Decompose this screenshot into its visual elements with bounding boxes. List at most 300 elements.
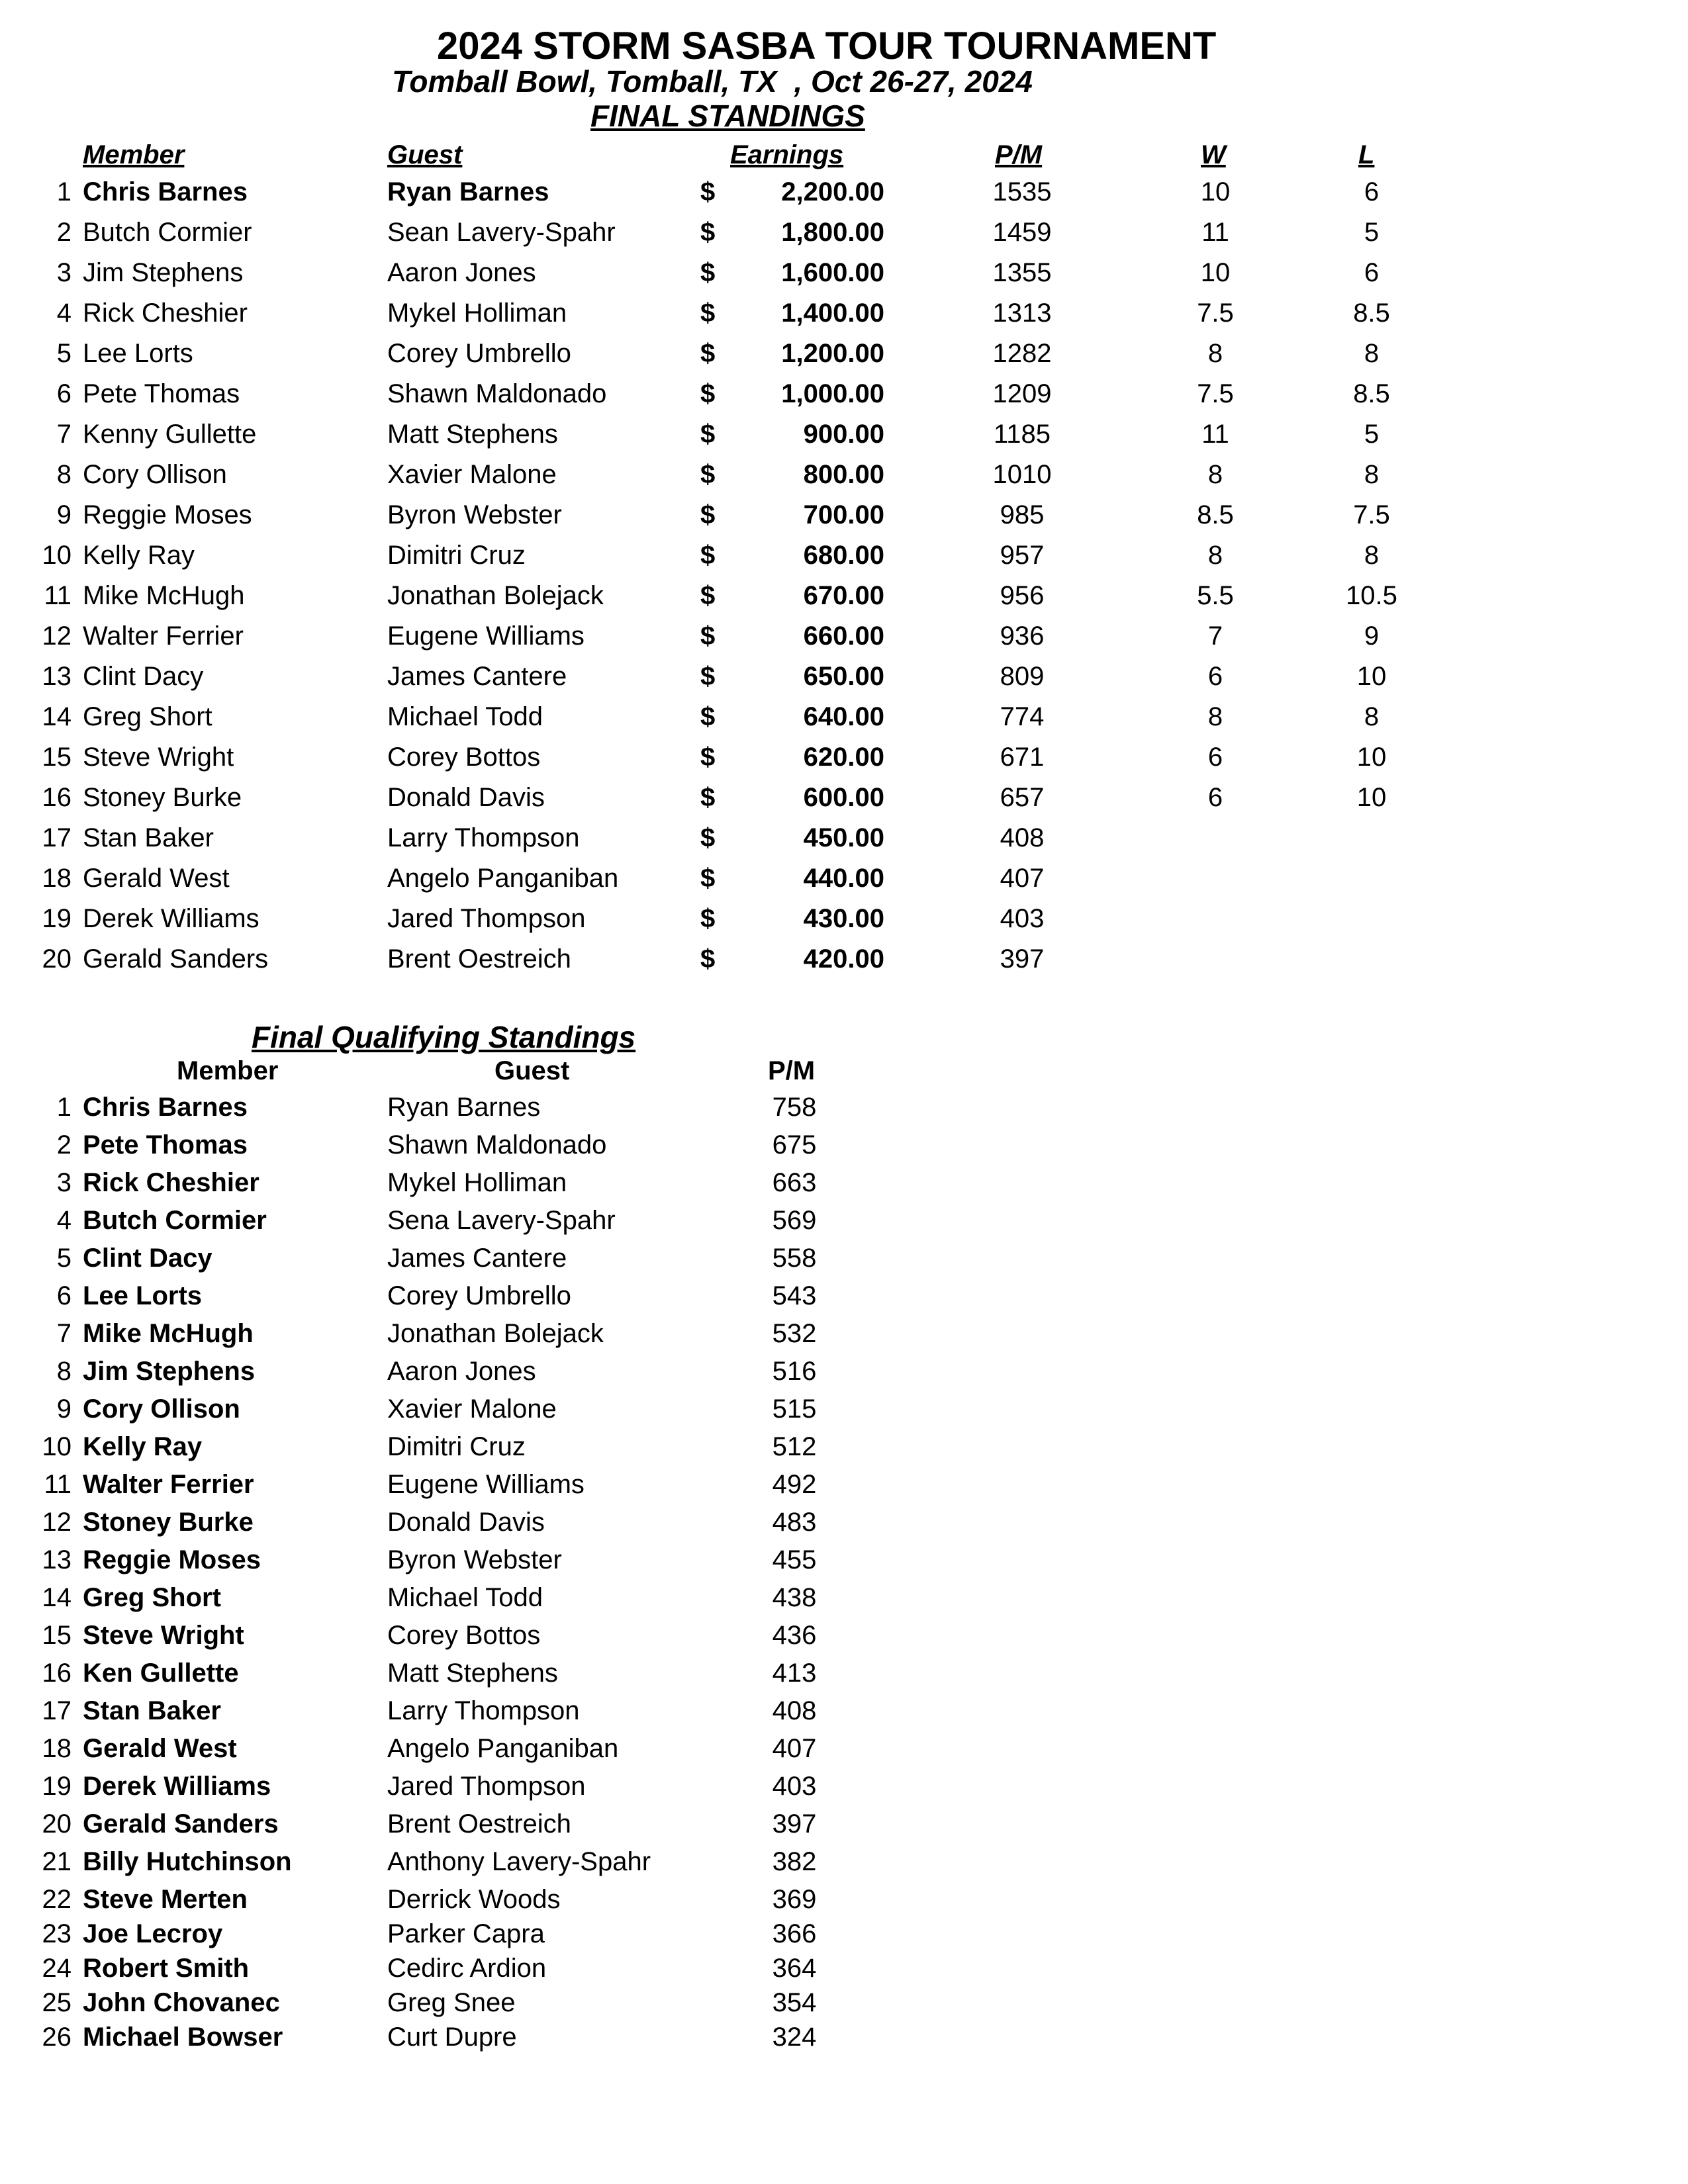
table-row [0,1093,927,1130]
pm-cell: 1282 [992,339,1052,368]
final-header-guest: Guest [387,140,463,169]
rank-cell: 16 [42,1659,71,1688]
currency-cell: $ [700,298,716,328]
member-cell: Robert Smith [83,1954,250,1983]
losses-cell: 8 [1364,702,1380,731]
table-row [0,1809,927,1847]
earnings-cell: 1,800.00 [781,218,884,247]
pm-cell: 438 [772,1583,817,1612]
table-row [0,1583,927,1621]
wins-cell: 7.5 [1197,379,1234,408]
losses-cell: 6 [1364,258,1380,287]
currency-cell: $ [700,500,716,529]
pm-cell: 1313 [992,298,1052,328]
member-cell: Joe Lecroy [83,1919,223,1948]
rank-cell: 19 [42,1772,71,1801]
rank-cell: 10 [42,1432,71,1461]
table-row [0,500,1456,541]
guest-cell: Michael Todd [387,702,543,731]
rank-cell: 18 [42,864,71,893]
pm-cell: 407 [1000,864,1045,893]
pm-cell: 364 [772,1954,817,1983]
rank-cell: 8 [56,1357,71,1386]
wins-cell: 5.5 [1197,581,1234,610]
event-subtitle: Tomball Bowl, Tomball, TX , Oct 26-27, 2024 [392,64,1033,99]
guest-cell: Derrick Woods [387,1885,561,1914]
currency-cell: $ [700,662,716,691]
member-cell: Cory Ollison [83,460,227,489]
table-row [0,298,1456,339]
pm-cell: 1209 [992,379,1052,408]
table-row [0,1847,927,1885]
table-row [0,258,1456,298]
guest-cell: Michael Todd [387,1583,543,1612]
member-cell: Stan Baker [83,1696,221,1725]
wins-cell: 8 [1207,702,1223,731]
rank-cell: 13 [42,1545,71,1574]
table-row [0,1696,927,1734]
rank-cell: 15 [42,1621,71,1650]
rank-cell: 5 [56,339,71,368]
currency-cell: $ [700,823,716,852]
pm-cell: 774 [1000,702,1045,731]
pm-cell: 408 [772,1696,817,1725]
earnings-cell: 1,200.00 [781,339,884,368]
pm-cell: 543 [772,1281,817,1310]
pm-cell: 516 [772,1357,817,1386]
losses-cell: 5 [1364,218,1380,247]
wins-cell: 7.5 [1197,298,1234,328]
rank-cell: 10 [42,541,71,570]
rank-cell: 3 [56,1168,71,1197]
earnings-cell: 440.00 [803,864,884,893]
guest-cell: Xavier Malone [387,1394,557,1424]
table-row [0,702,1456,743]
member-cell: Greg Short [83,1583,221,1612]
guest-cell: Byron Webster [387,1545,562,1574]
guest-cell: Donald Davis [387,1508,545,1537]
rank-cell: 4 [56,1206,71,1235]
guest-cell: Curt Dupre [387,2023,517,2052]
currency-cell: $ [700,218,716,247]
rank-cell: 7 [56,420,71,449]
member-cell: Lee Lorts [83,1281,203,1310]
guest-cell: Angelo Panganiban [387,1734,619,1763]
table-row [0,1319,927,1357]
guest-cell: Matt Stephens [387,1659,558,1688]
table-row [0,379,1456,420]
member-cell: Rick Cheshier [83,298,248,328]
pm-cell: 809 [1000,662,1045,691]
table-row [0,1168,927,1206]
guest-cell: Corey Bottos [387,1621,541,1650]
guest-cell: Shawn Maldonado [387,1130,607,1160]
pm-cell: 558 [772,1244,817,1273]
qual-header-guest: Guest [494,1056,570,1085]
table-row [0,420,1456,460]
table-row [0,621,1456,662]
member-cell: Stoney Burke [83,783,242,812]
rank-cell: 19 [42,904,71,933]
member-cell: Kelly Ray [83,541,195,570]
pm-cell: 1535 [992,177,1052,206]
earnings-cell: 660.00 [803,621,884,651]
guest-cell: Mykel Holliman [387,1168,567,1197]
pm-cell: 957 [1000,541,1045,570]
wins-cell: 6 [1207,743,1223,772]
table-row [0,1357,927,1394]
pm-cell: 397 [772,1809,817,1839]
table-row [0,1885,927,1919]
member-cell: Pete Thomas [83,379,240,408]
guest-cell: Corey Umbrello [387,339,571,368]
final-header-w: W [1201,140,1226,169]
pm-cell: 436 [772,1621,817,1650]
guest-cell: Shawn Maldonado [387,379,607,408]
rank-cell: 24 [42,1954,71,1983]
currency-cell: $ [700,944,716,974]
wins-cell: 11 [1201,218,1229,247]
currency-cell: $ [700,379,716,408]
member-cell: John Chovanec [83,1988,280,2017]
qualifying-standings-table [0,1093,927,2057]
earnings-cell: 700.00 [803,500,884,529]
rank-cell: 16 [42,783,71,812]
rank-cell: 21 [42,1847,71,1876]
pm-cell: 675 [772,1130,817,1160]
member-cell: Walter Ferrier [83,621,244,651]
earnings-cell: 420.00 [803,944,884,974]
page-title: 2024 STORM SASBA TOUR TOURNAMENT [437,24,1217,68]
qualifying-standings-heading: Final Qualifying Standings [252,1020,636,1054]
table-row [0,823,1456,864]
rank-cell: 17 [42,1696,71,1725]
guest-cell: James Cantere [387,662,567,691]
rank-cell: 22 [42,1885,71,1914]
currency-cell: $ [700,541,716,570]
guest-cell: Larry Thompson [387,1696,580,1725]
wins-cell: 10 [1200,177,1231,206]
member-cell: Jim Stephens [83,1357,256,1386]
table-row [0,1432,927,1470]
wins-cell: 11 [1201,420,1229,449]
losses-cell: 6 [1364,177,1380,206]
pm-cell: 455 [772,1545,817,1574]
table-row [0,541,1456,581]
guest-cell: Jared Thompson [387,1772,586,1801]
guest-cell: Donald Davis [387,783,545,812]
rank-cell: 23 [42,1919,71,1948]
guest-cell: Brent Oestreich [387,944,571,974]
losses-cell: 7.5 [1353,500,1390,529]
earnings-cell: 800.00 [803,460,884,489]
pm-cell: 407 [772,1734,817,1763]
member-cell: Steve Wright [83,743,234,772]
wins-cell: 8 [1207,541,1223,570]
guest-cell: Larry Thompson [387,823,580,852]
earnings-cell: 640.00 [803,702,884,731]
currency-cell: $ [700,702,716,731]
rank-cell: 26 [42,2023,71,2052]
member-cell: Gerald Sanders [83,1809,279,1839]
member-cell: Gerald Sanders [83,944,269,974]
rank-cell: 6 [56,379,71,408]
pm-cell: 532 [772,1319,817,1348]
member-cell: Steve Merten [83,1885,248,1914]
losses-cell: 10.5 [1346,581,1397,610]
table-row [0,1545,927,1583]
table-row [0,1470,927,1508]
final-standings-table [0,177,1456,985]
losses-cell: 5 [1364,420,1380,449]
guest-cell: Cedirc Ardion [387,1954,547,1983]
member-cell: Reggie Moses [83,1545,261,1574]
final-header-member: Member [83,140,185,169]
qual-header-member: Member [177,1056,279,1085]
member-cell: Gerald West [83,864,230,893]
guest-cell: Brent Oestreich [387,1809,571,1839]
rank-cell: 2 [56,218,71,247]
rank-cell: 18 [42,1734,71,1763]
earnings-cell: 1,400.00 [781,298,884,328]
pm-cell: 403 [772,1772,817,1801]
member-cell: Greg Short [83,702,212,731]
pm-cell: 956 [1000,581,1045,610]
wins-cell: 8 [1207,460,1223,489]
table-row [0,1772,927,1809]
guest-cell: Parker Capra [387,1919,545,1948]
table-row [0,1244,927,1281]
final-header-pm: P/M [995,140,1043,169]
earnings-cell: 430.00 [803,904,884,933]
pm-cell: 403 [1000,904,1045,933]
wins-cell: 10 [1200,258,1231,287]
rank-cell: 14 [42,1583,71,1612]
currency-cell: $ [700,177,716,206]
guest-cell: Corey Umbrello [387,1281,571,1310]
earnings-cell: 680.00 [803,541,884,570]
table-row [0,581,1456,621]
table-row [0,944,1456,985]
member-cell: Butch Cormier [83,1206,267,1235]
pm-cell: 492 [772,1470,817,1499]
member-cell: Lee Lorts [83,339,193,368]
member-cell: Mike McHugh [83,581,245,610]
member-cell: Derek Williams [83,1772,271,1801]
table-row [0,1281,927,1319]
wins-cell: 8.5 [1197,500,1234,529]
rank-cell: 1 [56,177,71,206]
currency-cell: $ [700,743,716,772]
guest-cell: Xavier Malone [387,460,557,489]
pm-cell: 758 [772,1093,817,1122]
earnings-cell: 450.00 [803,823,884,852]
rank-cell: 15 [42,743,71,772]
guest-cell: Mykel Holliman [387,298,567,328]
rank-cell: 5 [56,1244,71,1273]
rank-cell: 2 [56,1130,71,1160]
pm-cell: 985 [1000,500,1045,529]
pm-cell: 663 [772,1168,817,1197]
guest-cell: Jared Thompson [387,904,586,933]
pm-cell: 483 [772,1508,817,1537]
table-row [0,904,1456,944]
pm-cell: 1459 [992,218,1052,247]
rank-cell: 9 [56,1394,71,1424]
currency-cell: $ [700,258,716,287]
wins-cell: 6 [1207,662,1223,691]
pm-cell: 569 [772,1206,817,1235]
table-row [0,2023,927,2057]
guest-cell: Eugene Williams [387,621,585,651]
member-cell: Mike McHugh [83,1319,254,1348]
member-cell: Derek Williams [83,904,259,933]
final-header-l: L [1358,140,1375,169]
currency-cell: $ [700,460,716,489]
guest-cell: Sena Lavery-Spahr [387,1206,616,1235]
rank-cell: 12 [42,621,71,651]
table-row [0,218,1456,258]
guest-cell: Matt Stephens [387,420,558,449]
earnings-cell: 670.00 [803,581,884,610]
guest-cell: Aaron Jones [387,1357,536,1386]
table-row [0,1659,927,1696]
member-cell: Stan Baker [83,823,214,852]
pm-cell: 408 [1000,823,1045,852]
losses-cell: 10 [1356,662,1387,691]
rank-cell: 11 [44,581,71,610]
member-cell: Cory Ollison [83,1394,240,1424]
rank-cell: 25 [42,1988,71,2017]
member-cell: Butch Cormier [83,218,252,247]
pm-cell: 369 [772,1885,817,1914]
table-row [0,1621,927,1659]
table-row [0,460,1456,500]
guest-cell: Greg Snee [387,1988,516,2017]
rank-cell: 13 [42,662,71,691]
earnings-cell: 650.00 [803,662,884,691]
guest-cell: Anthony Lavery-Spahr [387,1847,651,1876]
pm-cell: 1185 [993,420,1051,449]
rank-cell: 12 [42,1508,71,1537]
table-row [0,1394,927,1432]
earnings-cell: 900.00 [803,420,884,449]
member-cell: Chris Barnes [83,1093,248,1122]
losses-cell: 8.5 [1353,379,1390,408]
rank-cell: 3 [56,258,71,287]
member-cell: Pete Thomas [83,1130,248,1160]
earnings-cell: 1,000.00 [781,379,884,408]
currency-cell: $ [700,621,716,651]
qual-header-pm: P/M [768,1056,816,1085]
losses-cell: 8.5 [1353,298,1390,328]
currency-cell: $ [700,581,716,610]
table-row [0,1734,927,1772]
guest-cell: Jonathan Bolejack [387,581,604,610]
losses-cell: 10 [1356,783,1387,812]
guest-cell: James Cantere [387,1244,567,1273]
table-row [0,864,1456,904]
guest-cell: Byron Webster [387,500,562,529]
earnings-cell: 620.00 [803,743,884,772]
guest-cell: Ryan Barnes [387,177,549,206]
rank-cell: 17 [42,823,71,852]
pm-cell: 366 [772,1919,817,1948]
losses-cell: 8 [1364,460,1380,489]
table-row [0,743,1456,783]
member-cell: Kelly Ray [83,1432,203,1461]
earnings-cell: 600.00 [803,783,884,812]
wins-cell: 8 [1207,339,1223,368]
guest-cell: Dimitri Cruz [387,1432,526,1461]
member-cell: Chris Barnes [83,177,248,206]
currency-cell: $ [700,420,716,449]
rank-cell: 11 [44,1470,71,1499]
member-cell: Billy Hutchinson [83,1847,292,1876]
pm-cell: 515 [772,1394,817,1424]
member-cell: Clint Dacy [83,662,204,691]
losses-cell: 8 [1364,339,1380,368]
pm-cell: 354 [772,1988,817,2017]
rank-cell: 20 [42,1809,71,1839]
wins-cell: 7 [1207,621,1223,651]
table-row [0,1508,927,1545]
rank-cell: 1 [56,1093,71,1122]
table-row [0,1130,927,1168]
currency-cell: $ [700,904,716,933]
pm-cell: 1355 [992,258,1052,287]
table-row [0,177,1456,218]
table-row [0,1919,927,1954]
table-row [0,339,1456,379]
pm-cell: 397 [1000,944,1045,974]
pm-cell: 936 [1000,621,1045,651]
member-cell: Clint Dacy [83,1244,212,1273]
earnings-cell: 2,200.00 [781,177,884,206]
rank-cell: 8 [56,460,71,489]
member-cell: Steve Wright [83,1621,244,1650]
rank-cell: 20 [42,944,71,974]
table-row [0,1954,927,1988]
guest-cell: Dimitri Cruz [387,541,526,570]
currency-cell: $ [700,339,716,368]
table-row [0,1988,927,2023]
pm-cell: 382 [772,1847,817,1876]
losses-cell: 8 [1364,541,1380,570]
member-cell: Jim Stephens [83,258,244,287]
final-standings-heading: FINAL STANDINGS [590,99,865,133]
losses-cell: 10 [1356,743,1387,772]
guest-cell: Ryan Barnes [387,1093,541,1122]
losses-cell: 9 [1364,621,1380,651]
rank-cell: 6 [56,1281,71,1310]
pm-cell: 657 [1000,783,1045,812]
pm-cell: 671 [1000,743,1045,772]
wins-cell: 6 [1207,783,1223,812]
member-cell: Walter Ferrier [83,1470,254,1499]
table-row [0,783,1456,823]
guest-cell: Aaron Jones [387,258,536,287]
member-cell: Stoney Burke [83,1508,254,1537]
table-row [0,662,1456,702]
guest-cell: Eugene Williams [387,1470,585,1499]
rank-cell: 9 [56,500,71,529]
pm-cell: 512 [772,1432,817,1461]
rank-cell: 14 [42,702,71,731]
member-cell: Kenny Gullette [83,420,257,449]
guest-cell: Corey Bottos [387,743,541,772]
final-header-earnings: Earnings [730,140,844,169]
